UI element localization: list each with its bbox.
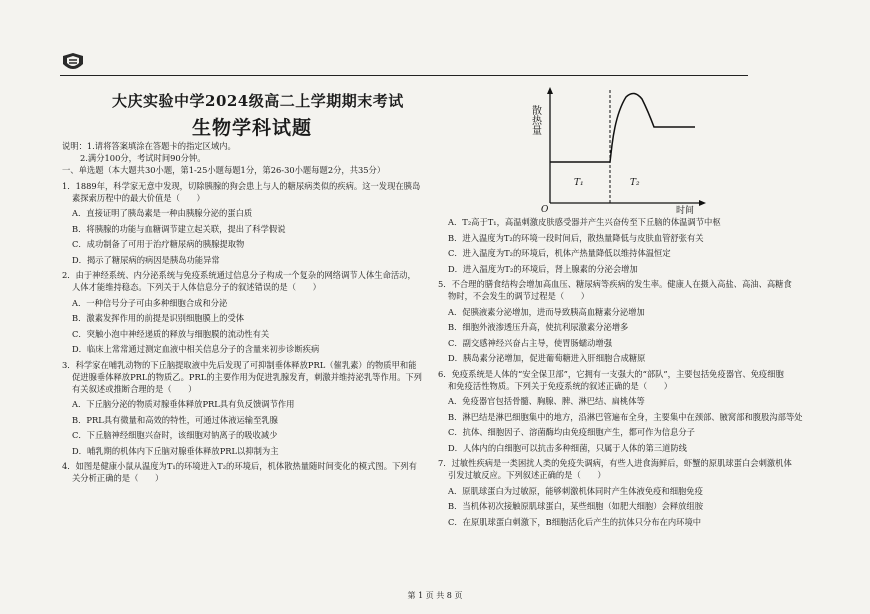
answer-option: A．促胰液素分泌增加，进而导致胰高血糖素分泌增加 — [448, 306, 645, 317]
answer-option: A．直接证明了胰岛素是一种由胰腺分泌的蛋白质 — [72, 208, 253, 218]
answer-option: C．抗体、细胞因子、溶菌酶均由免疫细胞产生，都可作为信息分子 — [448, 427, 695, 437]
question-text: 7．过敏性疾病是一类困扰人类的免疫失调病，有些人进食海鲜后，虾蟹的原肌球蛋白会刺激机体 — [438, 458, 792, 468]
question-text: 和免疫活性物质。下列关于免疫系统的叙述正确的是（ ） — [448, 380, 673, 391]
origin-label: O — [541, 205, 549, 215]
answer-option: C．副交感神经兴奋占主导，使胃肠蠕动增强 — [448, 337, 612, 348]
answer-option: D．进入温度为T₂的环境后，肾上腺素的分泌会增加 — [448, 263, 638, 274]
answer-option: C．成功制备了可用于治疗糖尿病的胰腺提取物 — [72, 239, 245, 249]
exam-title: 大庆实验中学2024级高二上学期期末考试 — [112, 92, 404, 110]
heat-dissipation-graph — [530, 85, 730, 215]
t1-label: T₁ — [574, 178, 584, 188]
heat-dissipation-curve — [550, 93, 695, 162]
question-text: 6．免疫系统是人体的“安全保卫部”，它拥有一支强大的“部队”，主要包括免疫器官、免疫细胞 — [438, 368, 784, 379]
question-text: 2．由于神经系统、内分泌系统与免疫系统通过信息分子构成一个复杂的网络调节人体生命活动， — [62, 270, 416, 280]
t2-label: T₂ — [630, 178, 640, 188]
question-text: 3．科学家在哺乳动物的下丘脑提取液中先后发现了可抑制垂体释放PRL（催乳素）的物质甲和能 — [62, 359, 417, 370]
school-emblem-icon — [60, 52, 86, 74]
answer-option: D．人体内的白细胞可以抗击多种细菌，只属于人体的第三道防线 — [448, 442, 687, 453]
answer-option: B．当机体初次接触原肌球蛋白，某些细胞（如肥大细胞）会释放组胺 — [448, 501, 704, 511]
right-column — [438, 216, 808, 528]
answer-option: D．揭示了糖尿病的病因是胰岛功能异常 — [72, 254, 220, 265]
answer-option: A．原肌球蛋白为过敏原，能够刺激机体同时产生体液免疫和细胞免疫 — [448, 485, 703, 496]
left-column — [62, 140, 452, 484]
question-text: 1．1889年，科学家无意中发现，切除胰腺的狗会患上与人的糖尿病类似的疾病。这一发现在胰岛 — [62, 180, 421, 191]
answer-option: D．临床上常常通过测定血液中相关信息分子的含量来初步诊断疾病 — [72, 344, 320, 354]
answer-option: B．PRL具有微量和高效的特性，可通过体液运输至乳腺 — [72, 414, 278, 425]
answer-option: B．细胞外液渗透压升高，使抗利尿激素分泌增多 — [448, 322, 629, 332]
answer-option: B．将胰腺的功能与血糖调节建立起关联，提出了科学假说 — [72, 223, 286, 234]
y-axis-arrow-icon — [547, 87, 553, 94]
answer-option: C．在原肌球蛋白刺激下，B细胞活化后产生的抗体只分布在内环境中 — [448, 516, 702, 527]
x-axis-arrow-icon — [699, 200, 706, 206]
question-text: 物时，不会发生的调节过程是（ ） — [448, 291, 590, 301]
answer-option: B．进入温度为T₂的环境一段时间后，散热量降低与皮肤血管舒张有关 — [448, 232, 704, 243]
answer-option: A．T₂高于T₁，高温刺激皮肤感受器并产生兴奋传至下丘脑的体温调节中枢 — [448, 217, 721, 227]
question-text: 人体才能维持稳态。下列关于人体信息分子的叙述错误的是（ ） — [72, 282, 321, 292]
answer-option: D．哺乳期的机体内下丘脑对腺垂体释放PRL以抑制为主 — [72, 445, 279, 456]
answer-option: A．下丘脑分泌的物质对腺垂体释放PRL具有负反馈调节作用 — [72, 399, 295, 409]
question-text: 关分析正确的是（ ） — [72, 473, 164, 483]
question-text: 有关叙述或推断合理的是（ ） — [72, 383, 197, 394]
x-axis-label: 时间 — [676, 206, 695, 215]
answer-option: A．一种信号分子可由多种细胞合成和分泌 — [72, 297, 228, 308]
answer-option: C．突触小泡中神经递质的释放与细胞膜的流动性有关 — [72, 328, 270, 339]
answer-option: B．激素发挥作用的前提是识别细胞膜上的受体 — [72, 313, 245, 323]
note-line: 说明：1.请将答案填涂在答题卡的指定区域内。 — [62, 141, 236, 151]
question-text: 5．不合理的膳食结构会增加高血压、糖尿病等疾病的发生率。健康人在摄入高盐、高油、高糖食 — [438, 279, 792, 289]
question-text: 素探索历程中的最大价值是（ ） — [72, 192, 205, 203]
answer-option: B．淋巴结是淋巴细胞集中的地方，沿淋巴管遍布全身，主要集中在颈部、腋窝部和腹股沟部等处 — [448, 411, 803, 422]
exam-subject: 生物学科试题 — [192, 117, 313, 139]
section-heading: 一、单选题（本大题共30小题，第1-25小题每题1分，第26-30小题每题2分，共35分） — [62, 165, 386, 175]
answer-option: D．胰岛素分泌增加，促进葡萄糖进入肝细胞合成糖原 — [448, 353, 646, 363]
note-line: 2.满分100分，考试时间90分钟。 — [80, 153, 206, 163]
answer-option: C．进入温度为T₂的环境后，机体产热量降低以维持体温恒定 — [448, 248, 671, 258]
header-rule — [60, 75, 748, 76]
page-number: 第 1 页 共 8 页 — [407, 591, 463, 600]
question-text: 促进腺垂体释放PRL的物质乙。PRL的主要作用为促进乳腺发育，刺激并维持泌乳等作用。下列 — [72, 371, 422, 382]
question-text: 引发过敏反应。下列叙述正确的是（ ） — [448, 470, 606, 480]
answer-option: C．下丘脑神经细胞兴奋时，该细胞对钠离子的吸收减少 — [72, 430, 278, 440]
y-axis-label: 散热量 — [530, 105, 541, 135]
answer-option: A．免疫器官包括骨髓、胸腺、脾、淋巴结、扁桃体等 — [448, 396, 645, 406]
question-text: 4．如图是健康小鼠从温度为T₁的环境进入T₂的环境后，机体散热量随时间变化的模式图。下列有 — [62, 461, 417, 471]
